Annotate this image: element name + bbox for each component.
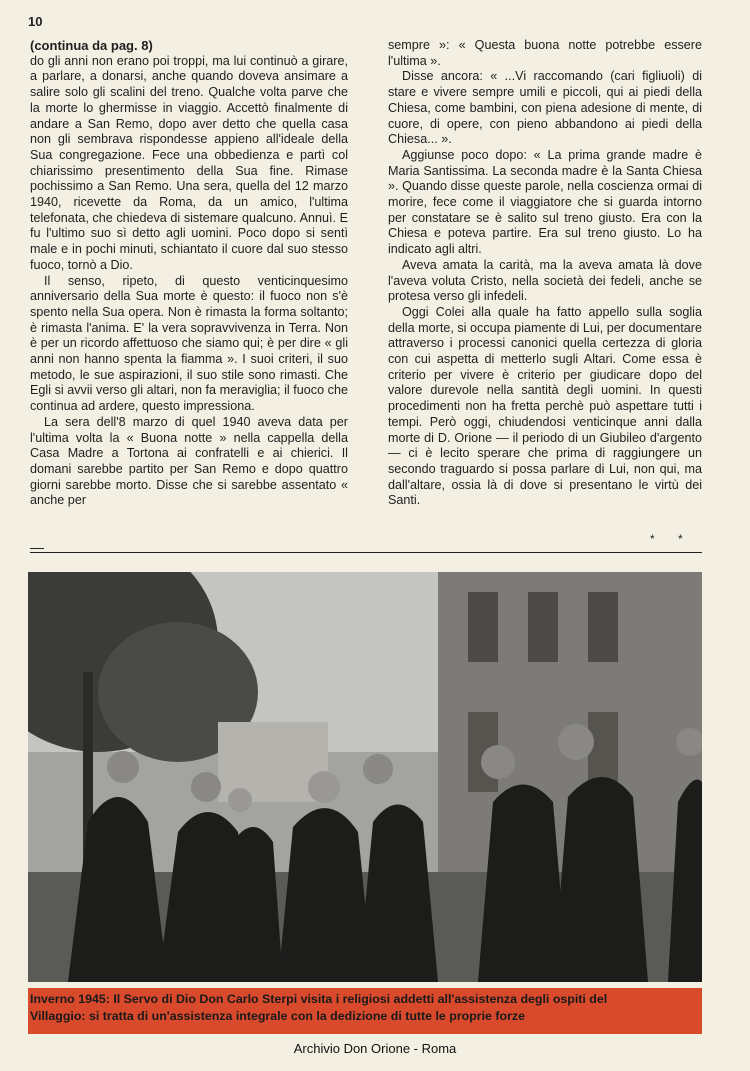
paragraph: Aveva amata la carità, ma la aveva amata là dove l'aveva voluta Cristo, nella società dei fedeli, anche se protesa verso gli infedeli.: [388, 257, 702, 304]
paragraph: Aggiunse poco dopo: « La prima grande madre è Maria Santissima. La seconda madre è la Santa Chiesa ». Quando disse queste parole, nella coscienza ormai di morire, fece come il viaggiatore che si guarda intorno per constatare se è salito sul treno giusto. Era con la Chiesa e poteva partire. Era sul treno giusto. Lo ha indicato agli altri.: [388, 147, 702, 257]
caption-line: Inverno 1945: Il Servo di Dio Don Carlo Sterpi visita i religiosi addetti all'assistenza degli ospiti del: [30, 992, 608, 1006]
archive-footer: Archivio Don Orione - Roma: [293, 1041, 457, 1056]
page-number: 10: [28, 14, 43, 29]
paragraph: sempre »: « Questa buona notte potrebbe essere l'ultima ».: [388, 38, 702, 68]
left-text-column: [30, 38, 348, 509]
section-end-marker: * *: [650, 532, 693, 546]
photo-caption: [28, 988, 702, 1034]
right-text-column: [388, 38, 702, 509]
continued-label: (continua da pag. 8): [30, 38, 153, 53]
paragraph: Disse ancora: « ...Vi raccomando (cari figliuoli) di stare e vivere sempre umili e piccoli, qui ai piedi della Chiesa, come bambini, con piena adesione di mente, di cuore, di opere, con pieno abbandono ai piedi della Chiesa... ».: [388, 69, 702, 147]
paragraph: do gli anni non erano poi troppi, ma lui continuò a girare, a parlare, a donarsi, anche quando doveva ansimare a salire solo gli scalini del treno. Qualche volta parve che la morte lo ghermisse in viaggio. Accettò finalmente di andare a San Remo, dopo aver detto che quella casa non gli sembrava rispondesse appieno all'ideale della Sua congregazione. Fece una obbedienza e partì col chiarissimo presentimento della Sua fine. Rimase pochissimo a San Remo. Una sera, quella del 12 marzo 1940, ricevette da Roma, da un amico, l'ultima telefonata, che chiedeva di sistemare qualcuno. Annuì. E fu l'ultimo suo sì detto agli uomini. Poco dopo si sentì male e in pochi minuti, schiantato il cuore dal suo stesso fuoco, tornò a Dio.: [30, 53, 348, 272]
caption-line: Villaggio: si tratta di un'assistenza integrale con la dedizione di tutte le proprie forze: [30, 1009, 525, 1023]
paragraph: Oggi Colei alla quale ha fatto appello sulla soglia della morte, si occupa piamente di Lui, per documentare attraverso i processi canonici quella certezza di gloria con cui aspetta di metterlo sugli Altari. Come essa è criterio per vivere è criterio per giudicare dopo del valore durevole nella santità degli uomini. In questi procedimenti non ha fretta perchè può aspettare tutti i tempi. Però oggi, chiudendosi venticinque anni dalla morte di D. Orione — il periodo di un Giubileo d'argento — ci è lecito sperare che prima di raggiungere un secondo traguardo si possa parlare di Lui, non qui, ma dall'altare, ossia là di dove si presentano le virtù dei Santi.: [388, 304, 702, 508]
paragraph: La sera dell'8 marzo di quel 1940 aveva data per l'ultima volta la « Buona notte » nella cappella della Casa Madre a Tortona ai confratelli e ai chierici. Il domani sarebbe partito per San Remo e dopo quattro giorni sarebbe morto. Disse che si sarebbe assentato « anche per: [30, 414, 348, 508]
divider-dash: [30, 548, 44, 549]
paragraph: Il senso, ripeto, di questo venticinquesimo anniversario della Sua morte è questo: il fuoco non s'è spento nella Sua opera. Non è rimasta la forma soltanto; è rimasta l'anima. E' la vera sopravvivenza in Terra. Non è per un ricordo affettuoso che siamo qui; è per dire « gli anni non hanno spenta la fiamma ». I suoi criteri, il suo metodo, le sue aspirazioni, il suo stile sono rimasti. Che Egli si avvii verso gli altari, non fa meraviglia; il fuoco che continua ad ardere, questo impressiona.: [30, 273, 348, 414]
photo-scene: [28, 572, 702, 982]
divider: [30, 552, 702, 553]
photograph: [28, 572, 702, 982]
